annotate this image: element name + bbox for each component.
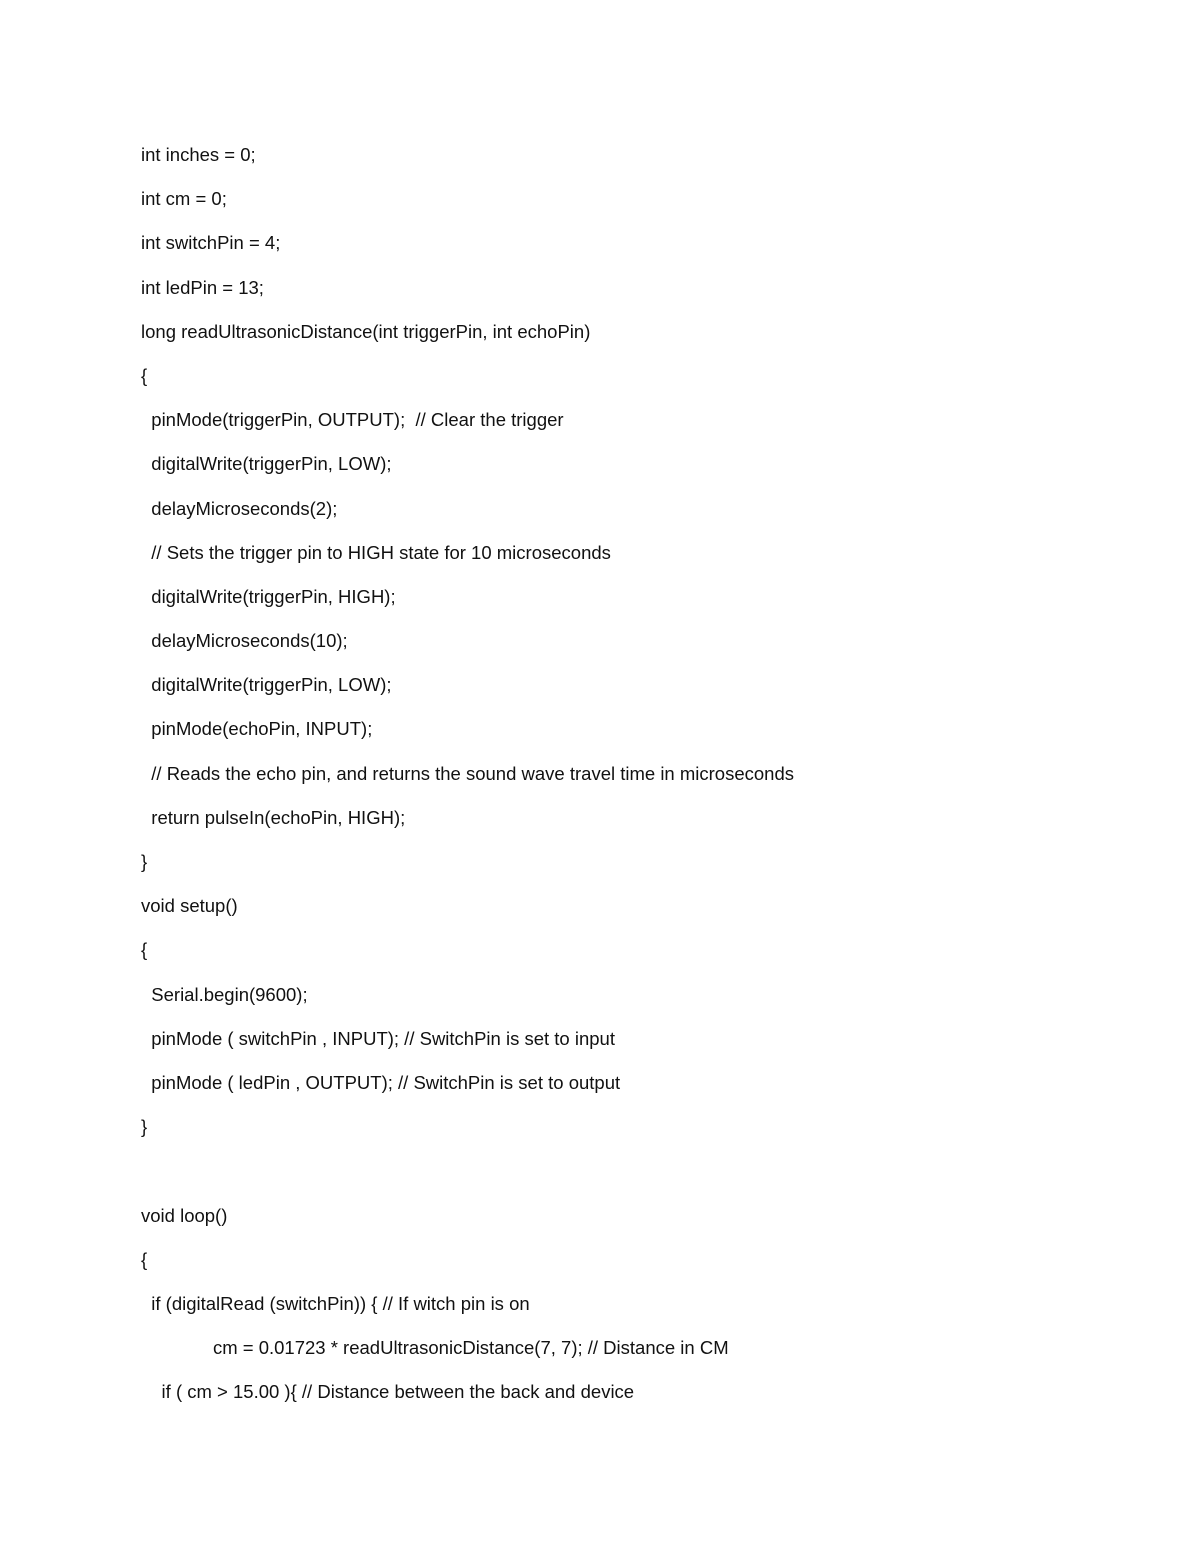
code-line: { [141, 939, 148, 961]
code-line: cm = 0.01723 * readUltrasonicDistance(7, 7); // Distance in CM [141, 1337, 729, 1359]
code-line: pinMode(triggerPin, OUTPUT); // Clear the trigger [141, 409, 564, 431]
code-line: if ( cm > 15.00 ){ // Distance between the back and device [141, 1381, 635, 1403]
code-line: void setup() [141, 895, 238, 917]
blank-line [141, 1156, 1141, 1200]
code-line: int cm = 0; [141, 188, 227, 210]
code-line: Serial.begin(9600); [141, 983, 308, 1005]
code-line: } [141, 1116, 148, 1138]
code-listing [141, 140, 1141, 1421]
code-line: pinMode ( ledPin , OUTPUT); // SwitchPin is set to output [141, 1071, 621, 1093]
code-line: int switchPin = 4; [141, 232, 281, 254]
code-line: digitalWrite(triggerPin, HIGH); [141, 585, 396, 607]
code-line: { [141, 1248, 148, 1270]
code-line: { [141, 364, 148, 386]
code-line: digitalWrite(triggerPin, LOW); [141, 674, 392, 696]
code-line: pinMode(echoPin, INPUT); [141, 718, 373, 740]
code-comment-line: // Sets the trigger pin to HIGH state for 10 microseconds [141, 541, 611, 563]
code-line: delayMicroseconds(2); [141, 497, 338, 519]
code-line: long readUltrasonicDistance(int triggerPin, int echoPin) [141, 320, 591, 342]
code-line: } [141, 851, 148, 872]
code-line: delayMicroseconds(10); [141, 630, 348, 652]
code-line: return pulseIn(echoPin, HIGH); [141, 806, 406, 828]
code-line: int inches = 0; [141, 144, 256, 165]
code-line: void loop() [141, 1204, 228, 1226]
code-line: pinMode ( switchPin , INPUT); // SwitchPin is set to input [141, 1027, 615, 1049]
code-comment-line: // Reads the echo pin, and returns the sound wave travel time in microseconds [141, 762, 794, 784]
code-line: if (digitalRead (switchPin)) { // If witch pin is on [141, 1292, 530, 1314]
code-line: digitalWrite(triggerPin, LOW); [141, 453, 392, 475]
code-line: int ledPin = 13; [141, 276, 264, 298]
